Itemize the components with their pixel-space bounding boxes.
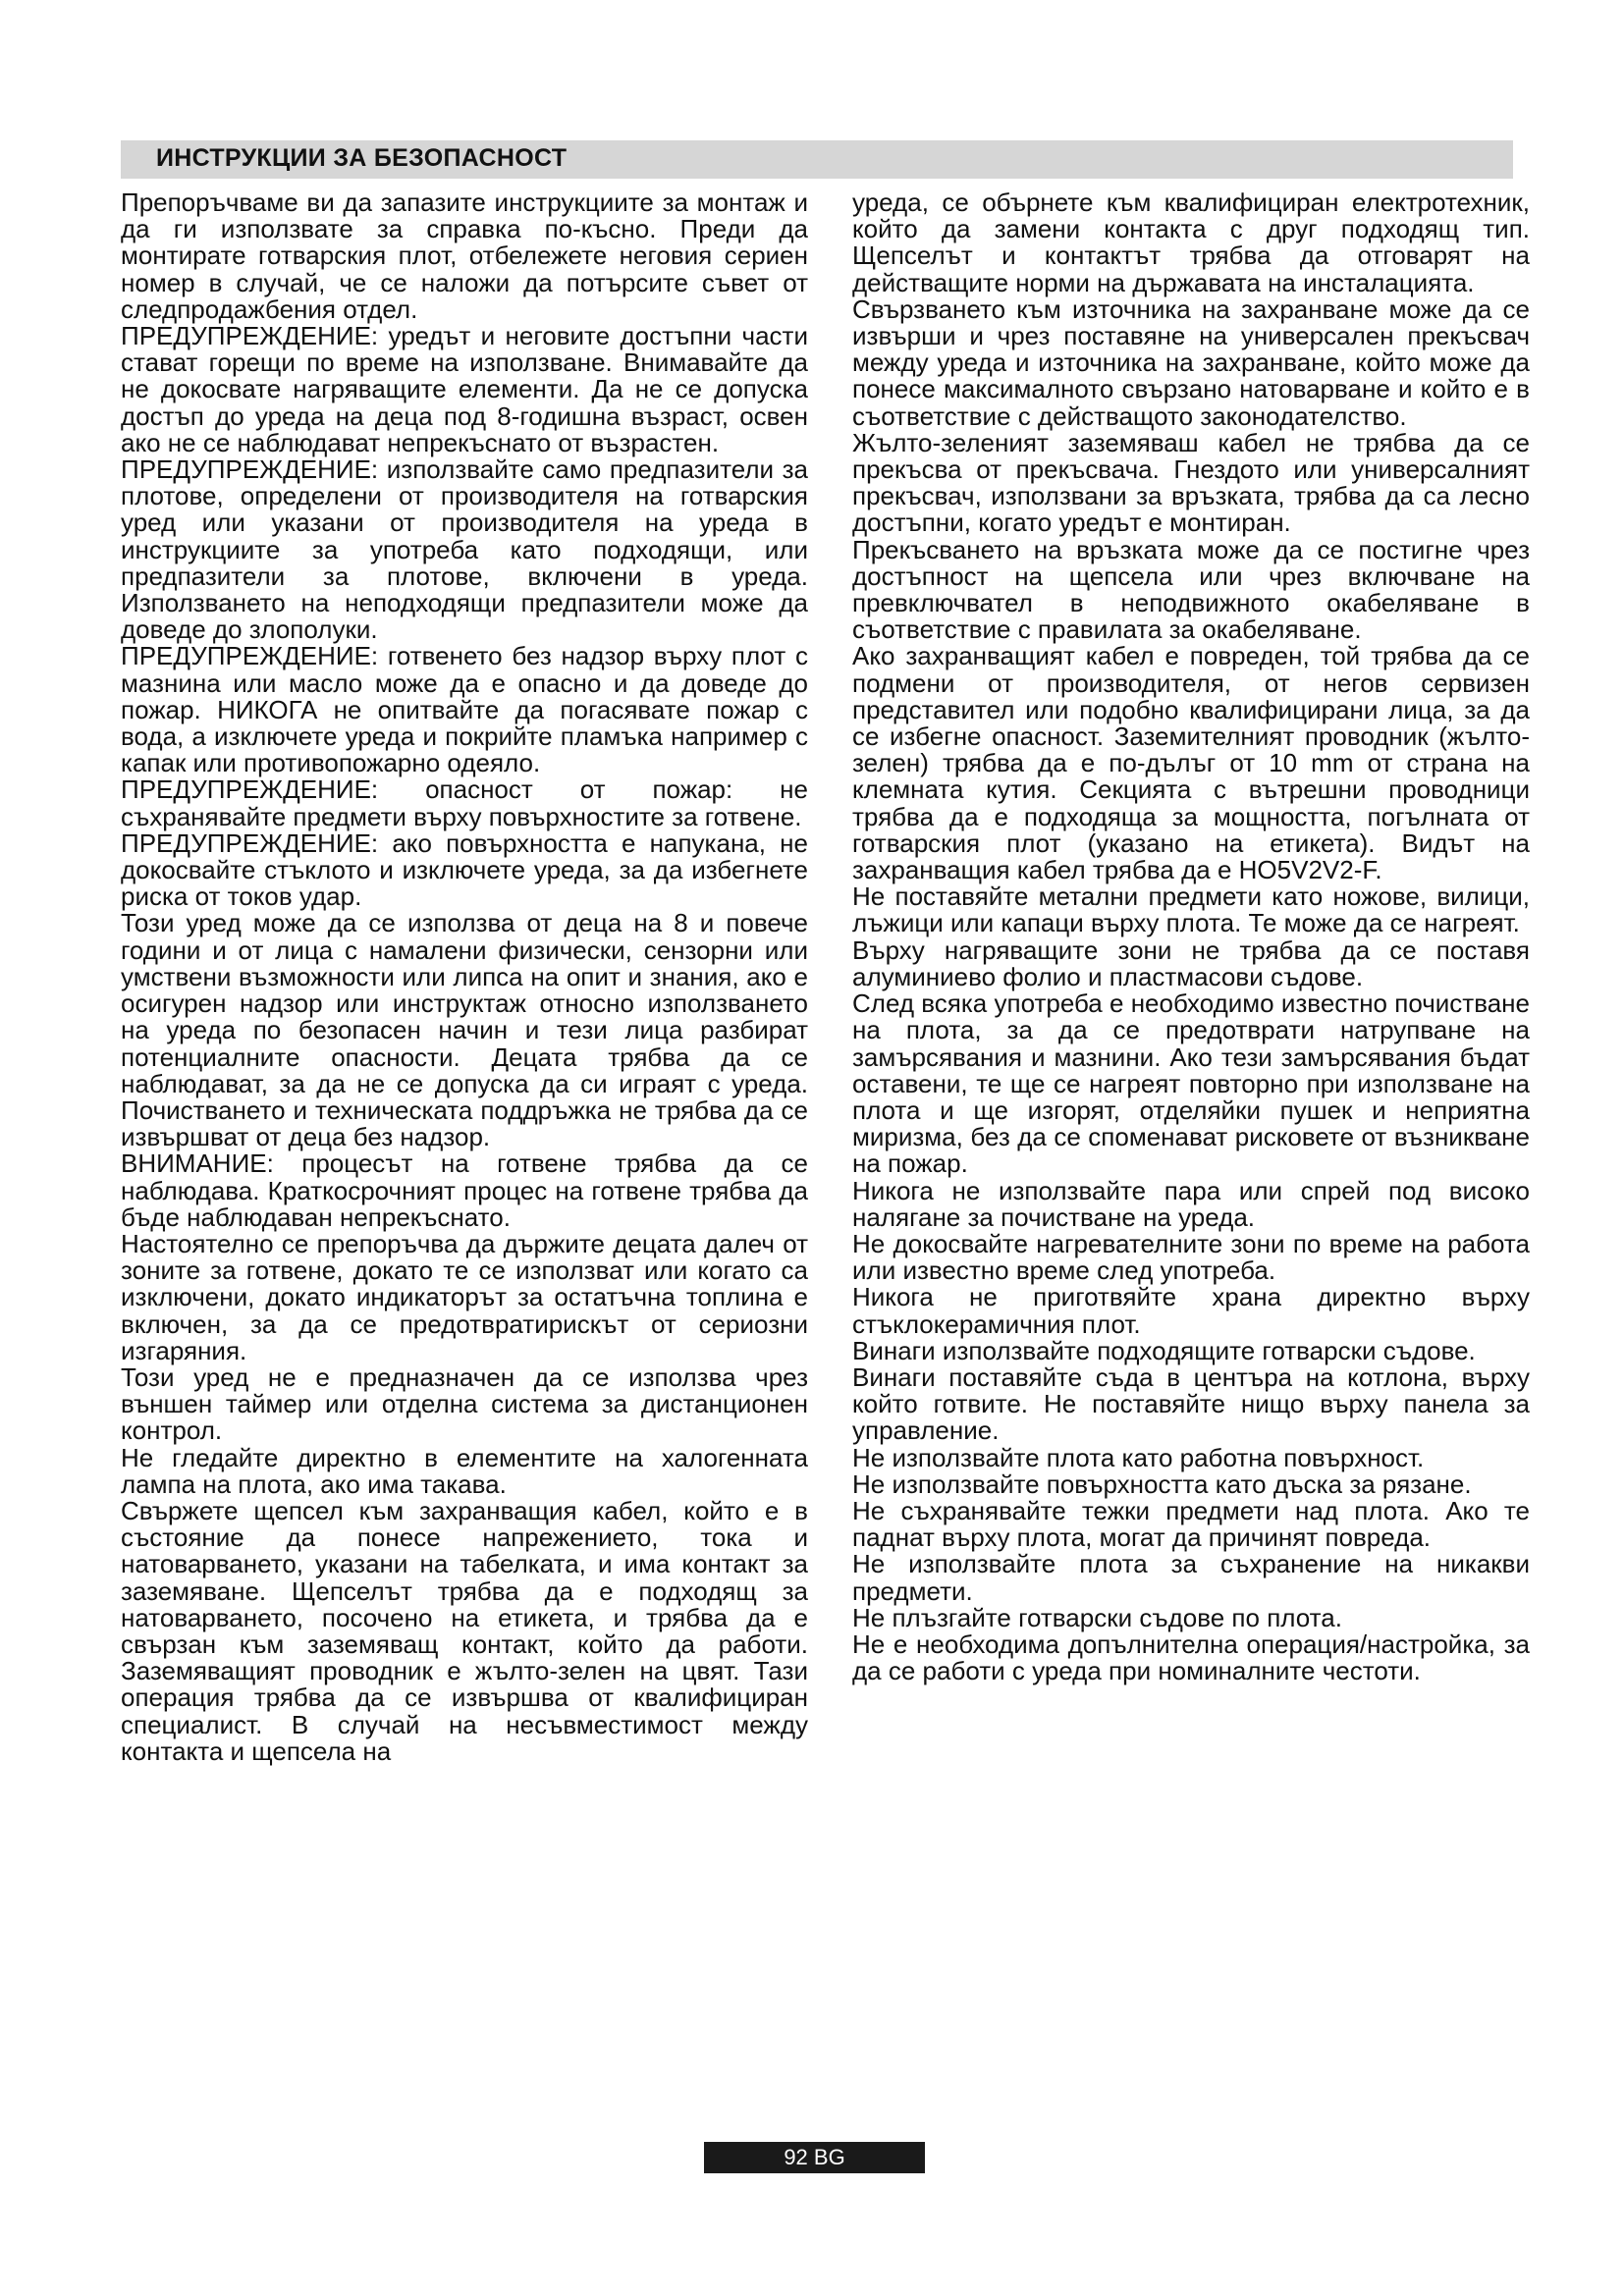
paragraph: Свържете щепсел към захранващия кабел, който е в състояние да понесе напрежението, тока и натоварването, указани на табелката, и има контакт за заземяване. Щепселът трябва да е подходящ за натоварването, посочено на етикета, и трябва да е свързан към заземяващ контакт, който да работи. Заземяващият проводник е жълто-зелен на цвят. Тази операция трябва да се извършва от квалифициран специалист. В случай на несъвместимост между контакта и щепсела на [121,1495,808,1766]
paragraph: Този уред не е предназначен да се използва чрез външен таймер или отделна система за дистанционен контрол. [121,1362,808,1446]
page-number: 92 BG [784,2145,845,2169]
paragraph: уреда, се обърнете към квалифициран електротехник, който да замени контакта с друг подходящ тип. Щепселът и контактът трябва да отговарят на действащите норми на държавата на инсталацията. [852,187,1530,297]
paragraph: Ако захранващият кабел е повреден, той трябва да се подмени от производителя, от негов сервизен представител или подобно квалифицирани лица, за да се избегне опасност. Заземителният проводник (жълто-зелен) трябва да е по-дълъг от 10 mm от страна на клемната кутия. Секцията с вътрешни проводници трябва да е подходяща за мощността, погълната от готварския плот (указано на етикета). Видът на захранващия кабел трябва да е HO5V2V2-F. [852,641,1530,885]
paragraph: Свързването към източника на захранване може да се извърши и чрез поставяне на универсален прекъсвач между уреда и източника на захранване, който може да понесе максималното свързано натоварване и който е в съответствие с действащото законодателство. [852,294,1530,431]
paragraph: Не е необходима допълнителна операция/настройка, за да се работи с уреда при номиналните честоти. [852,1629,1530,1686]
section-header-bar [121,140,1513,179]
paragraph: ПРЕДУПРЕЖДЕНИЕ: опасност от пожар: не съхранявайте предмети върху повърхностите за готвене. [121,774,808,831]
paragraph: Прекъсването на връзката може да се постигне чрез достъпност на щепсела или чрез включване на превключвател в неподвижното окабеляване в съответствие с правилата за окабеляване. [852,534,1530,645]
paragraph: След всяка употреба е необходимо известно почистване на плота, за да се предотврати натрупване на замърсявания и мазнини. Ако тези замърсявания бъдат оставени, те ще се нагреят повторно при използване на плота и ще изгорят, отделяйки пушек и неприятна миризма, без да се споменават рисковете от възникване на пожар. [852,988,1530,1179]
paragraph: ПРЕДУПРЕЖДЕНИЕ: готвенето без надзор върху плот с мазнина или масло може да е опасно и да доведе до пожар. НИКОГА не опитвайте да погасявате пожар с вода, а изключете уреда и покрийте пламъка например с капак или противопожарно одеяло. [121,641,808,778]
paragraph: Не поставяйте метални предмети като ножове, вилици, лъжици или капаци върху плота. Те може да се нагреят. [852,881,1530,938]
paragraph: Жълто-зеленият заземяваш кабел не трябва да се прекъсва от прекъсвача. Гнездото или универсалният прекъсвач, използвани за връзката, трябва да са лесно достъпни, когато уредът е монтиран. [852,427,1530,538]
paragraph: Не съхранявайте тежки предмети над плота. Ако те паднат върху плота, могат да причинят повреда. [852,1495,1530,1553]
paragraph: Не докосвайте нагревателните зони по време на работа или известно време след употреба. [852,1228,1530,1286]
paragraph: Винаги поставяйте съда в центъра на котлона, върху който готвите. Не поставяйте нищо върху панела за управление. [852,1362,1530,1446]
paragraph: Не използвайте повърхността като дъска за рязане. [852,1468,1472,1499]
paragraph: Не плъзгайте готварски съдове по плота. [852,1602,1342,1632]
paragraph: Не използвайте плота за съхранение на никакви предмети. [852,1549,1530,1606]
paragraph: Този уред може да се използва от деца на 8 и повече години и от лица с намалени физически, сензорни или умствени възможности или липса на опит и знания, ако е осигурен надзор или инструктаж относно използването на уреда по безопасен начин и тези лица разбират потенциалните опасности. Децата трябва да се наблюдават, за да не се допуска да си играят с уреда. Почистването и техническата поддръжка не трябва да се извършват от деца без надзор. [121,908,808,1152]
paragraph: Върху нагряващите зони не трябва да се поставя алуминиево фолио и пластмасови съдове. [852,934,1530,991]
paragraph: Никога не използвайте пара или спрей под високо налягане за почистване на уреда. [852,1175,1530,1232]
paragraph: Препоръчваме ви да запазите инструкциите за монтаж и да ги използвате за справка по-късно. Преди да монтирате готварския плот, отбележете неговия сериен номер в случай, че се наложи да потърсите съвет от следпродажбения отдел. [121,187,808,324]
paragraph: ВНИМАНИЕ: процесът на готвене трябва да се наблюдава. Краткосрочният процес на готвене трябва да бъде наблюдаван непрекъснато. [121,1148,808,1232]
paragraph: Не използвайте плота като работна повърхност. [852,1442,1425,1472]
paragraph: Не гледайте директно в елементите на халогенната лампа на плота, ако има такава. [121,1442,808,1499]
page-number-badge [704,2142,925,2173]
paragraph: Винаги използвайте подходящите готварски съдове. [852,1335,1476,1365]
paragraph: Настоятелно се препоръчва да държите децата далеч от зоните за готвене, докато те се използват или когато са изключени, докато индикаторът за остатъчна топлина е включен, за да се предотвратирискът от сериозни изгаряния. [121,1228,808,1365]
paragraph: Никога не приготвяйте храна директно върху стъклокерамичния плот. [852,1282,1530,1339]
left-text-column [121,189,808,1765]
paragraph: ПРЕДУПРЕЖДЕНИЕ: използвайте само предпазители за плотове, определени от производителя на готварския уред или указани от производителя на уреда в инструкциите за употреба като подходящи, или предпазители за плотове, включени в уреда. Използването на неподходящи предпазители може да доведе до злополуки. [121,454,808,645]
paragraph: ПРЕДУПРЕЖДЕНИЕ: ако повърхността е напукана, не докосвайте стъклото и изключете уреда, за да избегнете риска от токов удар. [121,828,808,912]
section-title: ИНСТРУКЦИИ ЗА БЕЗОПАСНОСТ [156,144,568,172]
paragraph: ПРЕДУПРЕЖДЕНИЕ: уредът и неговите достъпни части стават горещи по време на използване. Внимавайте да не докосвате нагряващите елементи. Да не се допуска достъп до уреда на деца под 8-годишна възраст, освен ако не се наблюдават непрекъснато от възрастен. [121,321,808,457]
right-text-column [852,189,1530,1684]
